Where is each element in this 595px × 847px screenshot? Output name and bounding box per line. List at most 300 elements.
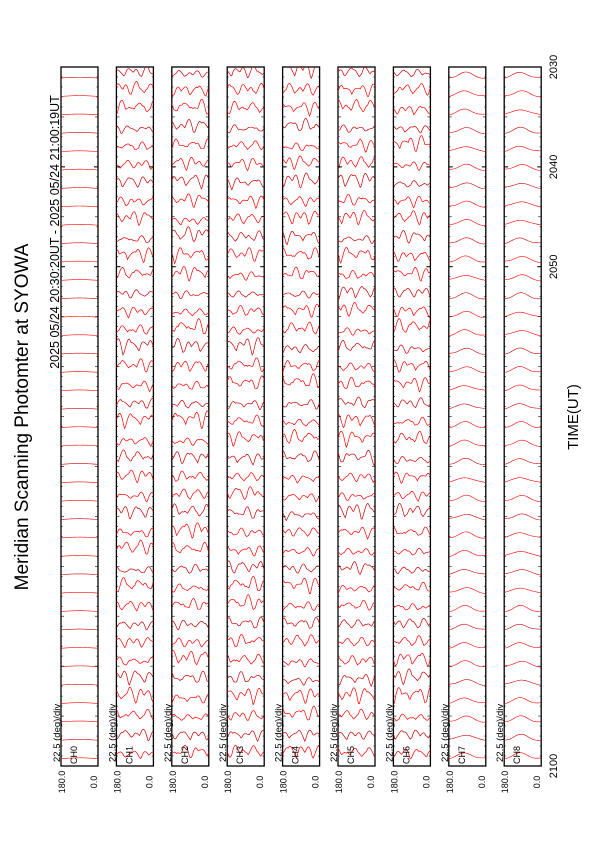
scan-line [449, 109, 486, 115]
scan-line [338, 210, 375, 224]
scan-line [393, 491, 430, 501]
scan-line [449, 348, 486, 354]
scan-line [393, 136, 430, 152]
scan-line [283, 400, 320, 409]
scan-line [504, 753, 541, 759]
scan-line [393, 398, 430, 408]
scan-line [283, 248, 320, 259]
panel-ch5 [329, 67, 376, 793]
scan-line [449, 698, 486, 704]
scan-line [504, 331, 541, 336]
scan-line [283, 617, 320, 628]
scan-line [227, 711, 264, 721]
y-tick-label-max: 180.0 [500, 770, 511, 794]
scan-line [227, 401, 264, 410]
scan-line [283, 83, 320, 95]
scan-line [338, 157, 375, 169]
scan-line [172, 438, 209, 445]
scan-line [283, 304, 320, 317]
scan-line [449, 735, 486, 740]
scan-line [449, 201, 486, 207]
scan-line [227, 507, 264, 519]
scan-line [393, 431, 430, 443]
y-tick-label-min: 0.0 [255, 775, 266, 789]
scan-line [504, 605, 541, 611]
y-tick-label-min: 0.0 [366, 775, 376, 789]
scan-line [61, 114, 98, 115]
scan-line [393, 503, 430, 516]
y-tick-label-min: 0.0 [310, 775, 321, 789]
scan-line [116, 470, 153, 483]
scan-line [449, 91, 486, 97]
scan-line [449, 569, 486, 574]
scan-line [172, 671, 209, 682]
scan-line [172, 175, 209, 189]
scan-line [504, 146, 541, 151]
scan-line [338, 247, 375, 263]
scan-line [61, 464, 98, 465]
scan-line [393, 618, 430, 627]
scan-line [116, 359, 153, 372]
scan-line [338, 431, 375, 447]
scan-line [393, 582, 430, 591]
scan-line [338, 548, 375, 555]
scan-line [283, 564, 320, 573]
scan-line [172, 638, 209, 647]
scan-line [504, 385, 541, 391]
scan-line [449, 275, 486, 280]
scan-line [393, 288, 430, 298]
scan-line [393, 472, 430, 483]
scan-line [227, 415, 264, 426]
scan-line [449, 478, 486, 483]
scan-line [283, 689, 320, 704]
scan-line [61, 445, 98, 446]
scan-line [393, 345, 430, 353]
scale-label: 22.5 (deg)/div [439, 703, 451, 762]
time-range-label: 2025 05/24 20:30:20UT - 2025 05/24 21:00:19UT [48, 95, 62, 369]
scan-line [449, 421, 486, 427]
scan-line [283, 678, 320, 686]
scan-line [449, 147, 486, 152]
scan-line [172, 620, 209, 630]
scan-line [338, 377, 375, 388]
scan-line [227, 231, 264, 241]
scan-lines [283, 62, 320, 758]
scan-line [283, 706, 320, 720]
scan-line [283, 211, 320, 224]
panel-ch3 [218, 66, 265, 793]
y-tick-label-max: 180.0 [278, 770, 289, 794]
scan-line [172, 248, 209, 264]
channel-panels [52, 62, 542, 793]
scan-line [227, 125, 264, 133]
scan-line [393, 196, 430, 207]
scan-line [227, 688, 264, 704]
scan-line [227, 338, 264, 355]
scan-line [227, 454, 264, 465]
channel-label: CH5 [346, 745, 356, 764]
scan-line [172, 338, 209, 352]
scan-line [227, 327, 264, 334]
scan-line [227, 83, 264, 94]
scan-line [227, 473, 264, 481]
scan-line [393, 267, 430, 281]
scan-line [449, 753, 486, 759]
scan-line [504, 734, 541, 740]
scan-lines [172, 71, 209, 758]
scan-lines [227, 66, 264, 757]
scan-line [172, 452, 209, 464]
scan-line [393, 567, 430, 574]
scan-line [283, 512, 320, 521]
channel-label: CH7 [456, 745, 467, 764]
scan-line [283, 745, 320, 758]
x-tick-label: 2040 [548, 154, 561, 180]
scan-line [393, 307, 430, 317]
scan-line [338, 674, 375, 686]
scan-line [449, 680, 486, 686]
scan-line [61, 703, 98, 704]
scan-line [116, 637, 153, 647]
channel-label: CH1 [124, 745, 135, 764]
scan-line [449, 514, 486, 520]
scan-line [393, 360, 430, 373]
scan-line [504, 366, 541, 372]
scan-line [283, 173, 320, 188]
scan-line [172, 504, 209, 516]
scan-lines [338, 67, 375, 756]
scale-label: 22.5 (deg)/div [162, 703, 174, 762]
scan-line [393, 231, 430, 244]
scan-line [227, 178, 264, 190]
scan-line [61, 316, 98, 317]
scan-line [338, 287, 375, 299]
scan-line [504, 478, 541, 483]
scan-line [449, 330, 486, 336]
scan-line [172, 732, 209, 740]
scan-line [116, 290, 153, 298]
scan-line [172, 157, 209, 170]
scan-lines [504, 72, 541, 758]
scan-line [116, 492, 153, 502]
scan-line [504, 293, 541, 299]
scan-line [338, 450, 375, 465]
scan-line [283, 494, 320, 502]
scan-line [449, 605, 486, 611]
scan-line [393, 378, 430, 392]
scan-line [338, 67, 375, 76]
scan-line [449, 532, 486, 538]
scan-line [449, 72, 486, 78]
scan-line [61, 408, 98, 409]
scan-line [338, 139, 375, 152]
scan-line [172, 584, 209, 592]
scan-line [449, 256, 486, 262]
scan-line [504, 275, 541, 281]
scan-line [338, 503, 375, 519]
scan-line [449, 367, 486, 373]
y-tick-label-min: 0.0 [421, 775, 432, 789]
scan-line [338, 656, 375, 665]
y-tick-label-max: 180.0 [167, 770, 178, 794]
scan-line [449, 458, 486, 464]
scan-line [393, 527, 430, 536]
scan-line [172, 86, 209, 96]
scan-line [61, 592, 98, 593]
scan-line [283, 156, 320, 170]
scan-line [61, 169, 98, 170]
scan-line [172, 489, 209, 499]
scan-line [393, 457, 430, 464]
scan-line [227, 487, 264, 500]
panel-ch7 [440, 67, 487, 793]
scan-line [227, 595, 264, 610]
channel-label: CH4 [290, 745, 301, 764]
scan-line [283, 118, 320, 130]
scan-line [116, 398, 153, 408]
scan-line [338, 174, 375, 188]
scan-line [283, 578, 320, 594]
scan-line [338, 527, 375, 539]
scan-line [283, 267, 320, 278]
scan-line [504, 514, 541, 520]
channel-label: CH6 [401, 745, 412, 764]
scan-line [116, 236, 153, 243]
scan-line [227, 358, 264, 372]
scan-line [393, 653, 430, 666]
scan-line [283, 451, 320, 462]
scan-line [61, 298, 98, 299]
scan-line [116, 621, 153, 629]
scan-line [338, 748, 375, 757]
scan-line [116, 450, 153, 462]
scan-line [172, 650, 209, 664]
scan-line [504, 716, 541, 722]
scan-line [61, 647, 98, 648]
scale-label: 22.5 (deg)/div [329, 703, 340, 762]
scan-line [504, 202, 541, 207]
scan-line [504, 680, 541, 685]
scan-line [393, 319, 430, 333]
scan-line [172, 694, 209, 703]
scan-line [116, 126, 153, 133]
scan-line [116, 212, 153, 226]
scan-line [116, 177, 153, 187]
scan-line [116, 729, 153, 740]
scale-label: 22.5 (deg)/div [52, 703, 63, 762]
scan-line [393, 211, 430, 225]
scan-line [449, 219, 486, 225]
scan-line [283, 102, 320, 116]
scan-line [338, 84, 375, 97]
scan-line [504, 495, 541, 501]
y-tick-label-min: 0.0 [532, 775, 543, 789]
scan-line [393, 548, 430, 555]
scan-line [504, 643, 541, 649]
scan-line [116, 325, 153, 334]
scan-line [116, 709, 153, 719]
scan-line [227, 196, 264, 208]
y-tick-label-min: 0.0 [199, 775, 210, 789]
scan-line [61, 519, 98, 520]
scan-line [116, 578, 153, 592]
time-axis [548, 55, 560, 778]
scan-line [504, 220, 541, 225]
scan-line [338, 731, 375, 739]
scan-lines [393, 69, 430, 758]
scan-line [393, 83, 430, 95]
scan-line [338, 600, 375, 610]
scan-line [504, 348, 541, 354]
scan-line [449, 643, 486, 649]
scan-line [227, 672, 264, 683]
scan-line [227, 101, 264, 114]
panel-ch8 [495, 67, 542, 793]
scan-line [227, 617, 264, 628]
scan-line [283, 429, 320, 443]
scale-label: 22.5 (deg)/div [495, 703, 507, 762]
scan-line [393, 126, 430, 133]
scan-line [116, 413, 153, 428]
scan-line [61, 224, 98, 225]
scan-line [227, 214, 264, 224]
scan-line [283, 602, 320, 611]
scan-line [61, 721, 98, 722]
scan-line [449, 311, 486, 317]
scan-line [61, 188, 98, 189]
scan-line [227, 305, 264, 315]
scan-line [283, 322, 320, 334]
scan-line [504, 183, 541, 188]
scan-line [227, 730, 264, 741]
scan-line [504, 164, 541, 170]
scan-line [393, 636, 430, 646]
scan-line [116, 197, 153, 206]
scan-line [61, 427, 98, 428]
scan-line [172, 400, 209, 408]
scan-line [116, 267, 153, 277]
scan-line [61, 482, 98, 483]
scan-line [338, 473, 375, 482]
scan-line [504, 127, 541, 133]
scan-line [283, 344, 320, 352]
scan-line [338, 270, 375, 278]
scan-line [393, 669, 430, 685]
scan-line [504, 698, 541, 704]
scan-line [116, 142, 153, 150]
scan-line [283, 659, 320, 667]
scan-line [172, 598, 209, 609]
channel-label: CH0 [69, 745, 79, 764]
scan-line [61, 280, 98, 281]
scan-line [227, 432, 264, 446]
scan-line [116, 339, 153, 355]
scan-line [227, 745, 264, 757]
scan-line [61, 666, 98, 667]
scan-line [393, 714, 430, 721]
scan-line [283, 197, 320, 207]
scan-line [504, 624, 541, 630]
scale-label: 22.5 (deg)/div [107, 703, 119, 762]
scan-line [61, 556, 98, 557]
scan-line [338, 363, 375, 372]
scan-line [449, 127, 486, 133]
scan-line [449, 495, 486, 501]
panel-ch6 [384, 67, 431, 793]
scan-line [227, 291, 264, 297]
scan-line [227, 248, 264, 262]
scan-line [449, 183, 486, 189]
scan-line [172, 309, 209, 316]
scan-line [449, 293, 486, 299]
scan-line [172, 714, 209, 720]
scan-line [116, 438, 153, 447]
scan-line [338, 709, 375, 720]
scan-line [116, 248, 153, 263]
scan-line [449, 588, 486, 594]
y-tick-label-min: 0.0 [144, 775, 155, 789]
scan-line [504, 570, 541, 576]
scan-line [172, 361, 209, 371]
scan-line [227, 528, 264, 537]
scan-line [116, 507, 153, 519]
scan-line [172, 120, 209, 133]
scan-line [449, 624, 486, 630]
x-axis-label: TIME(UT) [565, 384, 582, 450]
y-tick-label-max: 180.0 [389, 770, 400, 794]
scan-line [449, 238, 486, 244]
y-tick-label-max: 180.0 [112, 770, 123, 794]
scan-line [338, 585, 375, 593]
scan-line [172, 411, 209, 428]
scan-line [172, 542, 209, 553]
scan-line [172, 71, 209, 78]
scan-line [172, 381, 209, 389]
panel-frame [393, 67, 430, 766]
scan-line [227, 272, 264, 281]
scan-line [393, 107, 430, 115]
scan-line [61, 739, 98, 740]
scan-lines [449, 72, 486, 759]
scan-line [338, 302, 375, 316]
scan-line [283, 635, 320, 646]
scan-line [116, 540, 153, 554]
scan-line [227, 158, 264, 170]
scan-line [172, 218, 209, 225]
scan-line [61, 96, 98, 97]
scan-line [61, 500, 98, 501]
panel-ch1 [107, 66, 154, 793]
scan-line [172, 194, 209, 208]
scan-line [393, 730, 430, 739]
scan-line [393, 749, 430, 759]
scan-line [116, 160, 153, 169]
scan-line [393, 686, 430, 705]
scan-line [393, 604, 430, 610]
scan-line [172, 319, 209, 334]
scan-line [338, 562, 375, 575]
scan-line [61, 372, 98, 373]
scan-line [116, 567, 153, 573]
scan-line [449, 164, 486, 170]
scan-line [172, 291, 209, 299]
channel-label: CH8 [512, 745, 523, 764]
scale-label: 22.5 (deg)/div [273, 703, 285, 762]
scan-line [116, 751, 153, 759]
scan-line [449, 404, 486, 409]
scan-line [504, 588, 541, 593]
